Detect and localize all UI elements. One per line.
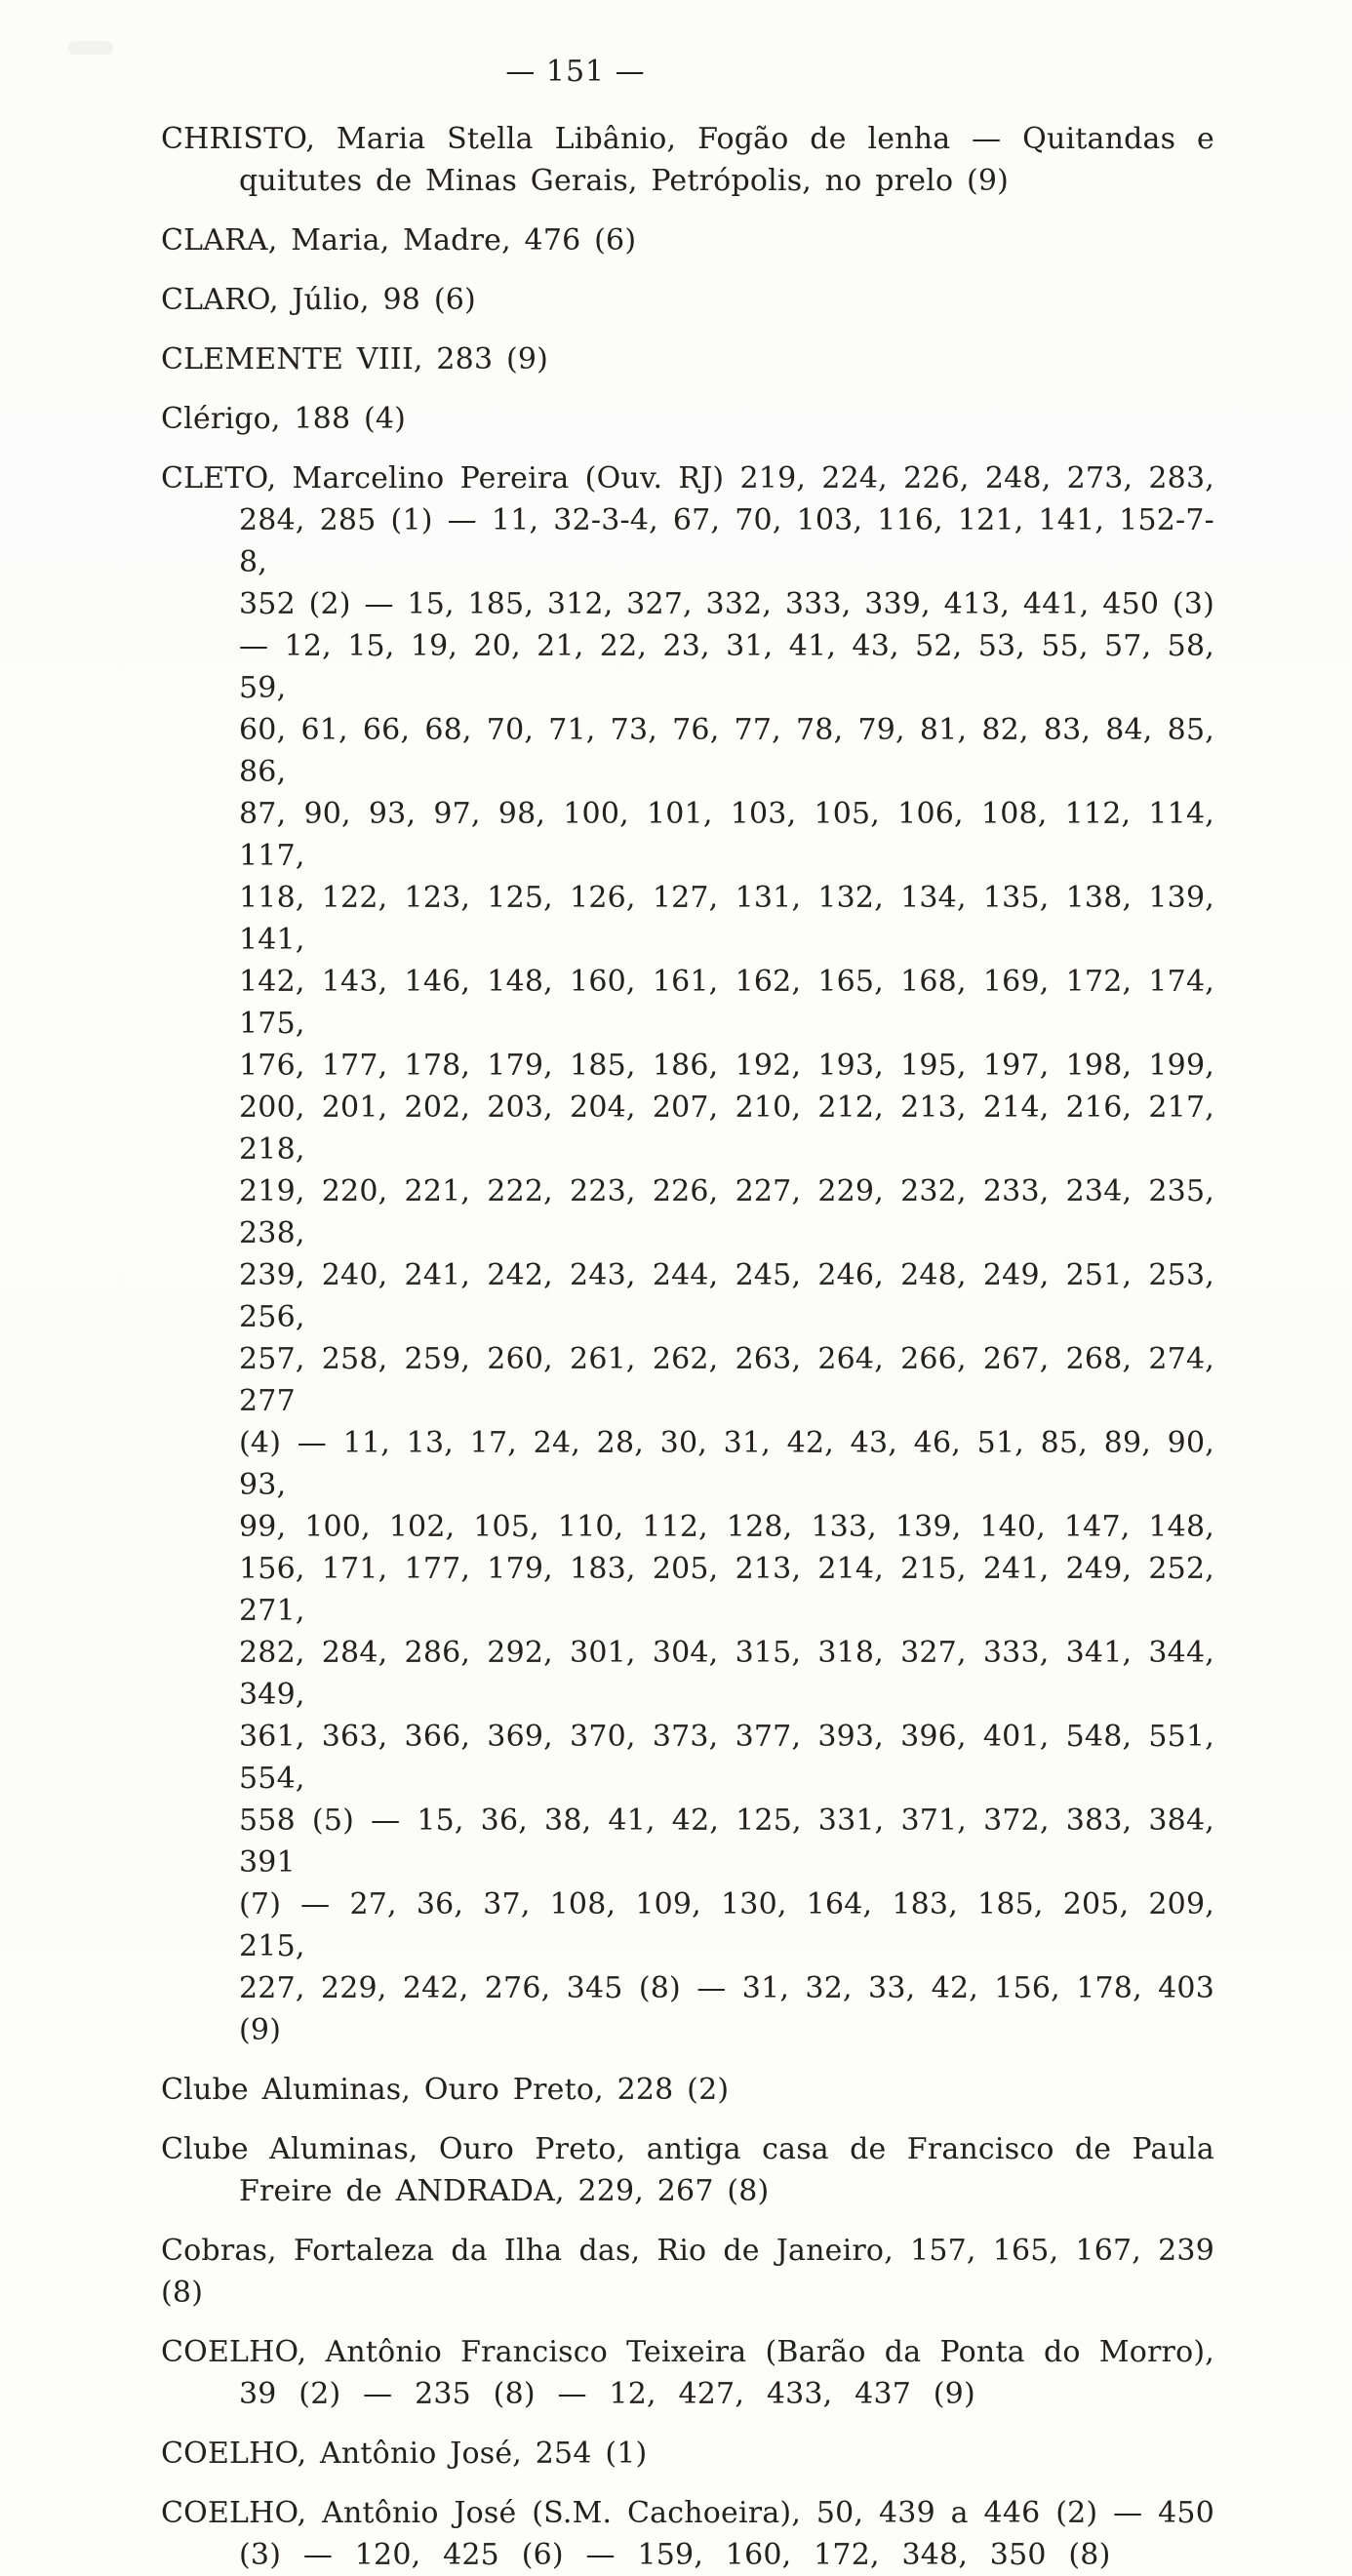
entry-line: 39 (2) — 235 (8) — 12, 427, 433, 437 (9): [239, 2377, 975, 2411]
entry-line: CHRISTO, Maria Stella Libânio, Fogão de lenha — Quitandas e: [161, 122, 1214, 156]
entry-line: CLETO, Marcelino Pereira (Ouv. RJ) 219, 224, 226, 248, 273, 283,: [161, 461, 1214, 495]
index-entry-claro: [161, 279, 1214, 321]
entry-line: 60, 61, 66, 68, 70, 71, 73, 76, 77, 78, 79, 81, 82, 83, 84, 85, 86,: [239, 713, 1214, 789]
entry-line: quitutes de Minas Gerais, Petrópolis, no prelo (9): [239, 164, 1010, 198]
index-entry-clube-aluminas-2: [161, 2128, 1214, 2212]
entry-line: CLEMENTE VIII, 283 (9): [161, 342, 549, 376]
entry-line: 99, 100, 102, 105, 110, 112, 128, 133, 139, 140, 147, 148,: [239, 1510, 1214, 1544]
index-entry-christo: [161, 118, 1214, 202]
entry-line: 176, 177, 178, 179, 185, 186, 192, 193, 195, 197, 198, 199,: [239, 1049, 1214, 1083]
index-entry-coelho-francisco: [161, 2331, 1214, 2415]
entry-line: COELHO, Antônio Francisco Teixeira (Barão da Ponta do Morro),: [161, 2335, 1214, 2369]
entry-line: Clube Aluminas, Ouro Preto, antiga casa de Francisco de Paula: [161, 2132, 1214, 2166]
entry-line: 227, 229, 242, 276, 345 (8) — 31, 32, 33, 42, 156, 178, 403 (9): [239, 1971, 1214, 2047]
entry-line: CLARA, Maria, Madre, 476 (6): [161, 223, 637, 258]
entry-line: 257, 258, 259, 260, 261, 262, 263, 264, 266, 267, 268, 274, 277: [239, 1342, 1214, 1418]
index-entry-clerigo: [161, 398, 1214, 440]
entry-line: 284, 285 (1) — 11, 32-3-4, 67, 70, 103, 116, 121, 141, 152-7-8,: [239, 503, 1214, 579]
index-entry-clube-aluminas-1: [161, 2069, 1214, 2111]
entry-line: 239, 240, 241, 242, 243, 244, 245, 246, 248, 249, 251, 253, 256,: [239, 1258, 1214, 1334]
entry-line: 219, 220, 221, 222, 223, 226, 227, 229, 232, 233, 234, 235, 238,: [239, 1174, 1214, 1250]
entry-line: 87, 90, 93, 97, 98, 100, 101, 103, 105, 106, 108, 112, 114, 117,: [239, 797, 1214, 873]
entry-line: 118, 122, 123, 125, 126, 127, 131, 132, 134, 135, 138, 139, 141,: [239, 881, 1214, 957]
page-number: — 151 —: [505, 55, 646, 89]
entry-line: (4) — 11, 13, 17, 24, 28, 30, 31, 42, 43, 46, 51, 85, 89, 90, 93,: [239, 1426, 1214, 1502]
entry-line: 282, 284, 286, 292, 301, 304, 315, 318, 327, 333, 341, 344, 349,: [239, 1636, 1214, 1712]
entry-line: Clérigo, 188 (4): [161, 402, 407, 436]
entry-line: COELHO, Antônio José (S.M. Cachoeira), 50, 439 a 446 (2) — 450: [161, 2496, 1214, 2530]
entry-line: 142, 143, 146, 148, 160, 161, 162, 165, 168, 169, 172, 174, 175,: [239, 965, 1214, 1041]
entry-line: 558 (5) — 15, 36, 38, 41, 42, 125, 331, 371, 372, 383, 384, 391: [239, 1803, 1214, 1880]
scan-artifact: [68, 41, 113, 55]
entry-line: Cobras, Fortaleza da Ilha das, Rio de Janeiro, 157, 165, 167, 239 (8): [161, 2234, 1214, 2310]
entry-line: — 12, 15, 19, 20, 21, 22, 23, 31, 41, 43, 52, 53, 55, 57, 58, 59,: [239, 629, 1214, 705]
entry-line: 352 (2) — 15, 185, 312, 327, 332, 333, 339, 413, 441, 450 (3): [239, 587, 1214, 621]
index-entry-coelho-jose-2: [161, 2492, 1214, 2576]
index-entry-clara: [161, 219, 1214, 261]
entry-line: 200, 201, 202, 203, 204, 207, 210, 212, 213, 214, 216, 217, 218,: [239, 1090, 1214, 1167]
entry-line: 361, 363, 366, 369, 370, 373, 377, 393, 396, 401, 548, 551, 554,: [239, 1720, 1214, 1796]
entry-line: 156, 171, 177, 179, 183, 205, 213, 214, 215, 241, 249, 252, 271,: [239, 1552, 1214, 1628]
entry-line: Clube Aluminas, Ouro Preto, 228 (2): [161, 2073, 730, 2107]
index-entry-cobras: [161, 2230, 1214, 2314]
index-entry-clemente: [161, 338, 1214, 380]
entry-line: (7) — 27, 36, 37, 108, 109, 130, 164, 183, 185, 205, 209, 215,: [239, 1887, 1214, 1963]
entry-line: CLARO, Júlio, 98 (6): [161, 283, 476, 317]
entry-line: Freire de ANDRADA, 229, 267 (8): [239, 2174, 770, 2208]
entry-line: (3) — 120, 425 (6) — 159, 160, 172, 348, 350 (8): [239, 2538, 1111, 2572]
entry-line: COELHO, Antônio José, 254 (1): [161, 2437, 648, 2471]
index-entry-coelho-jose-1: [161, 2433, 1214, 2475]
index-entry-cleto: [161, 457, 1214, 2051]
